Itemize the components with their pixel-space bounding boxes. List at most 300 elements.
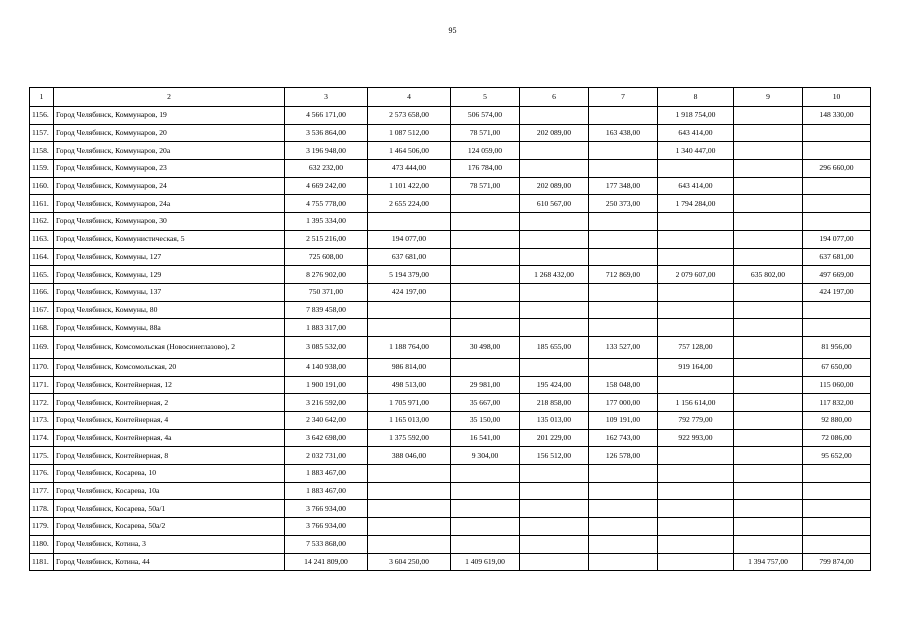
value-cell <box>658 248 734 266</box>
value-cell <box>589 500 658 518</box>
data-table <box>29 87 871 571</box>
value-cell <box>451 319 520 337</box>
table-row <box>30 465 871 483</box>
table-row <box>30 301 871 319</box>
row-number-cell: 1180. <box>30 535 54 553</box>
table-row <box>30 447 871 465</box>
table-row <box>30 394 871 412</box>
address-cell: Город Челябинск, Коммунаров, 19 <box>54 107 285 125</box>
value-cell <box>734 376 803 394</box>
row-number-cell: 1171. <box>30 376 54 394</box>
value-cell <box>658 465 734 483</box>
value-cell <box>451 358 520 376</box>
value-cell: 497 669,00 <box>803 266 871 284</box>
value-cell <box>803 535 871 553</box>
value-cell <box>734 124 803 142</box>
value-cell: 163 438,00 <box>589 124 658 142</box>
value-cell: 7 533 868,00 <box>285 535 368 553</box>
value-cell: 67 650,00 <box>803 358 871 376</box>
value-cell <box>658 376 734 394</box>
value-cell <box>589 553 658 571</box>
value-cell: 3 196 948,00 <box>285 142 368 160</box>
value-cell <box>658 535 734 553</box>
value-cell: 1 188 764,00 <box>368 336 451 358</box>
value-cell <box>520 553 589 571</box>
value-cell <box>734 482 803 500</box>
value-cell <box>658 283 734 301</box>
value-cell: 388 046,00 <box>368 447 451 465</box>
address-cell: Город Челябинск, Коммуны, 127 <box>54 248 285 266</box>
value-cell: 92 880,00 <box>803 412 871 430</box>
value-cell <box>734 160 803 178</box>
value-cell <box>803 500 871 518</box>
row-number-cell: 1166. <box>30 283 54 301</box>
value-cell <box>734 518 803 536</box>
value-cell <box>734 429 803 447</box>
value-cell <box>589 301 658 319</box>
value-cell <box>658 230 734 248</box>
table-row <box>30 319 871 337</box>
value-cell <box>589 142 658 160</box>
value-cell <box>451 283 520 301</box>
value-cell: 95 652,00 <box>803 447 871 465</box>
value-cell <box>734 230 803 248</box>
value-cell <box>803 301 871 319</box>
value-cell: 185 655,00 <box>520 336 589 358</box>
value-cell: 7 839 458,00 <box>285 301 368 319</box>
value-cell: 177 000,00 <box>589 394 658 412</box>
value-cell: 506 574,00 <box>451 107 520 125</box>
value-cell <box>658 213 734 231</box>
column-header: 6 <box>520 88 589 107</box>
value-cell: 117 832,00 <box>803 394 871 412</box>
value-cell: 1 268 432,00 <box>520 266 589 284</box>
value-cell: 919 164,00 <box>658 358 734 376</box>
value-cell <box>451 518 520 536</box>
value-cell <box>451 535 520 553</box>
column-header: 7 <box>589 88 658 107</box>
row-number-cell: 1173. <box>30 412 54 430</box>
value-cell: 124 059,00 <box>451 142 520 160</box>
value-cell: 35 150,00 <box>451 412 520 430</box>
value-cell <box>734 301 803 319</box>
value-cell <box>658 160 734 178</box>
value-cell <box>451 248 520 266</box>
value-cell <box>734 283 803 301</box>
value-cell <box>451 213 520 231</box>
address-cell: Город Челябинск, Контейнерная, 2 <box>54 394 285 412</box>
value-cell: 635 802,00 <box>734 266 803 284</box>
value-cell <box>734 358 803 376</box>
value-cell <box>734 394 803 412</box>
value-cell: 1 101 422,00 <box>368 177 451 195</box>
value-cell: 3 604 250,00 <box>368 553 451 571</box>
value-cell <box>368 482 451 500</box>
row-number-cell: 1181. <box>30 553 54 571</box>
value-cell <box>451 230 520 248</box>
row-number-cell: 1160. <box>30 177 54 195</box>
value-cell: 712 869,00 <box>589 266 658 284</box>
column-header: 1 <box>30 88 54 107</box>
value-cell <box>451 482 520 500</box>
value-cell <box>368 535 451 553</box>
value-cell: 1 156 614,00 <box>658 394 734 412</box>
row-number-cell: 1159. <box>30 160 54 178</box>
value-cell: 1 340 447,00 <box>658 142 734 160</box>
value-cell: 35 667,00 <box>451 394 520 412</box>
value-cell <box>734 142 803 160</box>
table-header <box>30 88 871 107</box>
value-cell: 177 348,00 <box>589 177 658 195</box>
table-row <box>30 429 871 447</box>
value-cell <box>520 482 589 500</box>
value-cell: 8 276 902,00 <box>285 266 368 284</box>
table-row <box>30 160 871 178</box>
value-cell: 1 375 592,00 <box>368 429 451 447</box>
value-cell <box>368 319 451 337</box>
value-cell: 637 681,00 <box>803 248 871 266</box>
value-cell <box>734 465 803 483</box>
column-header: 3 <box>285 88 368 107</box>
value-cell <box>658 553 734 571</box>
value-cell: 4 140 938,00 <box>285 358 368 376</box>
row-number-cell: 1175. <box>30 447 54 465</box>
address-cell: Город Челябинск, Коммунаров, 24 <box>54 177 285 195</box>
value-cell: 158 048,00 <box>589 376 658 394</box>
address-cell: Город Челябинск, Коммунаров, 20а <box>54 142 285 160</box>
value-cell <box>451 500 520 518</box>
value-cell: 1 794 284,00 <box>658 195 734 213</box>
table-body <box>30 107 871 571</box>
value-cell: 2 079 607,00 <box>658 266 734 284</box>
value-cell: 1 900 191,00 <box>285 376 368 394</box>
row-number-cell: 1177. <box>30 482 54 500</box>
table-row <box>30 553 871 571</box>
value-cell <box>658 500 734 518</box>
value-cell: 1 705 971,00 <box>368 394 451 412</box>
table-row <box>30 358 871 376</box>
value-cell <box>520 500 589 518</box>
value-cell: 135 013,00 <box>520 412 589 430</box>
value-cell: 4 566 171,00 <box>285 107 368 125</box>
value-cell: 1 464 506,00 <box>368 142 451 160</box>
value-cell: 14 241 809,00 <box>285 553 368 571</box>
table-row <box>30 177 871 195</box>
value-cell <box>451 301 520 319</box>
address-cell: Город Челябинск, Коммуны, 80 <box>54 301 285 319</box>
value-cell: 194 077,00 <box>368 230 451 248</box>
value-cell <box>520 319 589 337</box>
value-cell: 1 394 757,00 <box>734 553 803 571</box>
value-cell <box>658 518 734 536</box>
address-cell: Город Челябинск, Косарева, 10а <box>54 482 285 500</box>
address-cell: Город Челябинск, Коммунистическая, 5 <box>54 230 285 248</box>
value-cell <box>520 160 589 178</box>
table-row <box>30 230 871 248</box>
value-cell: 1 395 334,00 <box>285 213 368 231</box>
value-cell <box>734 500 803 518</box>
table-row <box>30 482 871 500</box>
table-row <box>30 518 871 536</box>
address-cell: Город Челябинск, Коммунаров, 23 <box>54 160 285 178</box>
value-cell <box>734 447 803 465</box>
table-row <box>30 266 871 284</box>
row-number-cell: 1158. <box>30 142 54 160</box>
value-cell <box>520 518 589 536</box>
value-cell: 296 660,00 <box>803 160 871 178</box>
value-cell: 2 573 658,00 <box>368 107 451 125</box>
value-cell <box>368 465 451 483</box>
value-cell: 4 755 778,00 <box>285 195 368 213</box>
value-cell <box>368 301 451 319</box>
row-number-cell: 1178. <box>30 500 54 518</box>
value-cell: 81 956,00 <box>803 336 871 358</box>
value-cell <box>368 213 451 231</box>
value-cell: 3 216 592,00 <box>285 394 368 412</box>
address-cell: Город Челябинск, Косарева, 50а/2 <box>54 518 285 536</box>
column-header: 4 <box>368 88 451 107</box>
value-cell: 3 642 698,00 <box>285 429 368 447</box>
value-cell <box>734 336 803 358</box>
value-cell: 162 743,00 <box>589 429 658 447</box>
value-cell: 792 779,00 <box>658 412 734 430</box>
table-row <box>30 107 871 125</box>
row-number-cell: 1161. <box>30 195 54 213</box>
value-cell <box>589 319 658 337</box>
value-cell: 1 883 467,00 <box>285 482 368 500</box>
value-cell: 250 373,00 <box>589 195 658 213</box>
row-number-cell: 1167. <box>30 301 54 319</box>
value-cell <box>589 107 658 125</box>
value-cell: 9 304,00 <box>451 447 520 465</box>
value-cell <box>803 124 871 142</box>
table-row <box>30 195 871 213</box>
table-row <box>30 535 871 553</box>
value-cell <box>734 535 803 553</box>
value-cell: 1 883 317,00 <box>285 319 368 337</box>
value-cell <box>451 266 520 284</box>
row-number-cell: 1169. <box>30 336 54 358</box>
value-cell <box>520 358 589 376</box>
header-row <box>30 88 871 107</box>
value-cell <box>520 142 589 160</box>
address-cell: Город Челябинск, Коммунаров, 20 <box>54 124 285 142</box>
table-row <box>30 412 871 430</box>
value-cell <box>803 213 871 231</box>
value-cell: 201 229,00 <box>520 429 589 447</box>
value-cell <box>589 482 658 500</box>
row-number-cell: 1165. <box>30 266 54 284</box>
value-cell <box>803 482 871 500</box>
value-cell <box>658 301 734 319</box>
value-cell <box>589 358 658 376</box>
value-cell: 1 883 467,00 <box>285 465 368 483</box>
value-cell <box>520 230 589 248</box>
value-cell <box>520 301 589 319</box>
row-number-cell: 1179. <box>30 518 54 536</box>
value-cell: 194 077,00 <box>803 230 871 248</box>
value-cell <box>803 465 871 483</box>
value-cell <box>520 248 589 266</box>
column-header: 2 <box>54 88 285 107</box>
address-cell: Город Челябинск, Коммунаров, 24а <box>54 195 285 213</box>
value-cell <box>803 518 871 536</box>
row-number-cell: 1162. <box>30 213 54 231</box>
value-cell: 725 608,00 <box>285 248 368 266</box>
table-row <box>30 124 871 142</box>
value-cell: 109 191,00 <box>589 412 658 430</box>
value-cell: 78 571,00 <box>451 124 520 142</box>
row-number-cell: 1172. <box>30 394 54 412</box>
table-row <box>30 248 871 266</box>
value-cell: 632 232,00 <box>285 160 368 178</box>
value-cell: 922 993,00 <box>658 429 734 447</box>
value-cell <box>734 412 803 430</box>
value-cell <box>803 195 871 213</box>
value-cell: 218 858,00 <box>520 394 589 412</box>
value-cell: 1 918 754,00 <box>658 107 734 125</box>
value-cell <box>589 535 658 553</box>
value-cell: 4 669 242,00 <box>285 177 368 195</box>
value-cell <box>589 230 658 248</box>
value-cell: 78 571,00 <box>451 177 520 195</box>
value-cell: 2 655 224,00 <box>368 195 451 213</box>
row-number-cell: 1157. <box>30 124 54 142</box>
address-cell: Город Челябинск, Косарева, 50а/1 <box>54 500 285 518</box>
table-row <box>30 283 871 301</box>
value-cell: 2 032 731,00 <box>285 447 368 465</box>
address-cell: Город Челябинск, Косарева, 10 <box>54 465 285 483</box>
value-cell: 202 089,00 <box>520 177 589 195</box>
address-cell: Город Челябинск, Комсомольская, 20 <box>54 358 285 376</box>
table-row <box>30 376 871 394</box>
address-cell: Город Челябинск, Коммунаров, 30 <box>54 213 285 231</box>
value-cell <box>658 447 734 465</box>
row-number-cell: 1156. <box>30 107 54 125</box>
value-cell: 202 089,00 <box>520 124 589 142</box>
address-cell: Город Челябинск, Коммуны, 129 <box>54 266 285 284</box>
value-cell: 643 414,00 <box>658 124 734 142</box>
value-cell: 195 424,00 <box>520 376 589 394</box>
value-cell: 29 981,00 <box>451 376 520 394</box>
value-cell <box>589 160 658 178</box>
value-cell: 126 578,00 <box>589 447 658 465</box>
value-cell <box>589 213 658 231</box>
value-cell <box>589 465 658 483</box>
value-cell: 643 414,00 <box>658 177 734 195</box>
value-cell <box>734 248 803 266</box>
value-cell: 3 085 532,00 <box>285 336 368 358</box>
value-cell: 498 513,00 <box>368 376 451 394</box>
value-cell: 115 060,00 <box>803 376 871 394</box>
row-number-cell: 1170. <box>30 358 54 376</box>
value-cell <box>734 213 803 231</box>
value-cell <box>520 465 589 483</box>
address-cell: Город Челябинск, Котина, 44 <box>54 553 285 571</box>
value-cell <box>520 213 589 231</box>
value-cell <box>734 177 803 195</box>
value-cell: 133 527,00 <box>589 336 658 358</box>
address-cell: Город Челябинск, Коммуны, 88а <box>54 319 285 337</box>
table-row <box>30 500 871 518</box>
value-cell: 148 330,00 <box>803 107 871 125</box>
value-cell: 424 197,00 <box>803 283 871 301</box>
value-cell <box>734 195 803 213</box>
value-cell: 1 087 512,00 <box>368 124 451 142</box>
address-cell: Город Челябинск, Коммуны, 137 <box>54 283 285 301</box>
value-cell: 424 197,00 <box>368 283 451 301</box>
value-cell: 3 766 934,00 <box>285 518 368 536</box>
value-cell: 3 536 864,00 <box>285 124 368 142</box>
table-row <box>30 142 871 160</box>
row-number-cell: 1176. <box>30 465 54 483</box>
value-cell: 156 512,00 <box>520 447 589 465</box>
value-cell: 176 784,00 <box>451 160 520 178</box>
value-cell <box>451 465 520 483</box>
value-cell <box>520 283 589 301</box>
address-cell: Город Челябинск, Комсомольская (Новосинеглазово), 2 <box>54 336 285 358</box>
value-cell: 637 681,00 <box>368 248 451 266</box>
value-cell: 610 567,00 <box>520 195 589 213</box>
value-cell <box>520 107 589 125</box>
value-cell: 2 340 642,00 <box>285 412 368 430</box>
row-number-cell: 1174. <box>30 429 54 447</box>
address-cell: Город Челябинск, Котина, 3 <box>54 535 285 553</box>
row-number-cell: 1163. <box>30 230 54 248</box>
column-header: 9 <box>734 88 803 107</box>
value-cell <box>803 319 871 337</box>
value-cell: 16 541,00 <box>451 429 520 447</box>
value-cell <box>803 177 871 195</box>
value-cell: 30 498,00 <box>451 336 520 358</box>
value-cell <box>451 195 520 213</box>
value-cell <box>658 482 734 500</box>
value-cell <box>589 283 658 301</box>
value-cell <box>589 518 658 536</box>
value-cell <box>803 142 871 160</box>
address-cell: Город Челябинск, Контейнерная, 12 <box>54 376 285 394</box>
value-cell: 5 194 379,00 <box>368 266 451 284</box>
value-cell: 72 086,00 <box>803 429 871 447</box>
value-cell: 473 444,00 <box>368 160 451 178</box>
value-cell <box>520 535 589 553</box>
address-cell: Город Челябинск, Контейнерная, 4 <box>54 412 285 430</box>
table-row <box>30 213 871 231</box>
column-header: 10 <box>803 88 871 107</box>
value-cell: 3 766 934,00 <box>285 500 368 518</box>
value-cell: 799 874,00 <box>803 553 871 571</box>
value-cell: 986 814,00 <box>368 358 451 376</box>
value-cell <box>658 319 734 337</box>
row-number-cell: 1168. <box>30 319 54 337</box>
value-cell: 2 515 216,00 <box>285 230 368 248</box>
address-cell: Город Челябинск, Контейнерная, 4а <box>54 429 285 447</box>
page-number: 95 <box>448 26 457 35</box>
address-cell: Город Челябинск, Контейнерная, 8 <box>54 447 285 465</box>
value-cell <box>368 518 451 536</box>
table-row <box>30 336 871 358</box>
row-number-cell: 1164. <box>30 248 54 266</box>
value-cell: 1 409 619,00 <box>451 553 520 571</box>
value-cell <box>589 248 658 266</box>
value-cell: 1 165 013,00 <box>368 412 451 430</box>
value-cell <box>368 500 451 518</box>
value-cell: 757 128,00 <box>658 336 734 358</box>
column-header: 5 <box>451 88 520 107</box>
value-cell: 750 371,00 <box>285 283 368 301</box>
value-cell <box>734 319 803 337</box>
value-cell <box>734 107 803 125</box>
